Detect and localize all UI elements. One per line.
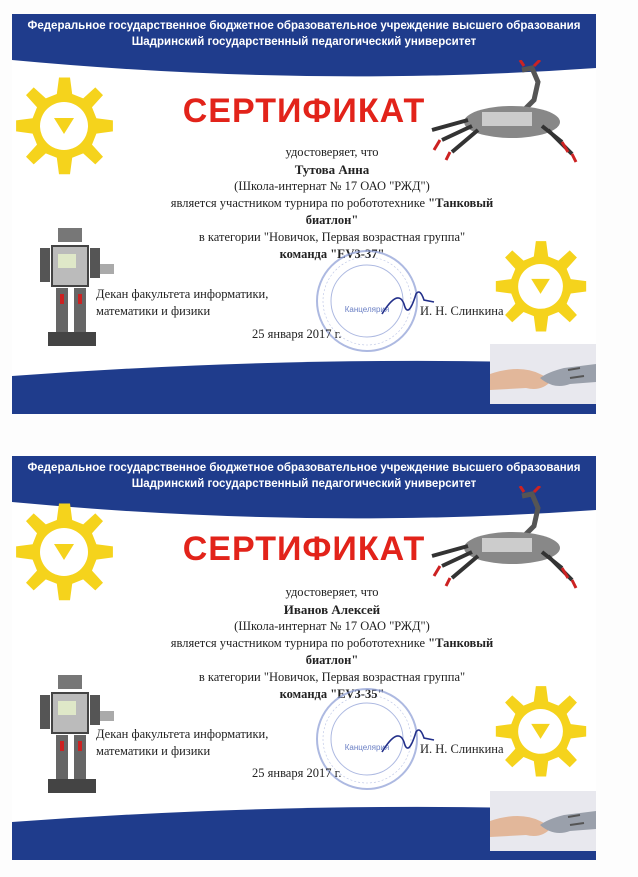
tournament-name: "Танковый биатлон"	[305, 636, 494, 667]
school-text: (Школа-интернат № 17 ОАО "РЖД")	[234, 179, 430, 193]
dean-line-2: математики и физики	[96, 744, 211, 758]
handshake-icon	[490, 791, 596, 851]
certificate-title: СЕРТИФИКАТ	[182, 92, 426, 130]
dean-line-1: Декан факультета информатики,	[96, 727, 269, 741]
header-line-2: Шадринский государственный педагогический университет	[131, 36, 477, 48]
recipient-name: Тутова Анна	[294, 162, 370, 177]
stamp-label: Канцелярия	[344, 305, 390, 314]
certificate-header	[12, 14, 596, 54]
certificate-date: 25 января 2017 г.	[252, 766, 342, 780]
school-text: (Школа-интернат № 17 ОАО "РЖД")	[234, 619, 430, 633]
category-text: в категории "Новичок, Первая возрастная группа"	[198, 230, 466, 244]
certificate-title: СЕРТИФИКАТ	[182, 530, 426, 568]
stamp-label: Канцелярия	[344, 743, 390, 752]
certifies-text: удостоверяет, что	[285, 585, 379, 599]
participation-line	[152, 195, 512, 229]
handshake-icon	[490, 344, 596, 404]
team-name: команда "EV3-37"	[279, 247, 385, 261]
dean-line-2: математики и физики	[96, 304, 211, 318]
signer-name: И. Н. Слинкина	[420, 304, 504, 318]
certifies-text: удостоверяет, что	[285, 145, 379, 159]
certificate-2	[12, 456, 596, 860]
team-name: команда "EV3-35"	[279, 687, 385, 701]
signer-name: И. Н. Слинкина	[420, 742, 504, 756]
participation-line	[152, 635, 512, 669]
header-line-1: Федеральное государственное бюджетное образовательное учреждение высшего образования	[27, 462, 581, 474]
recipient-name: Иванов Алексей	[283, 602, 381, 617]
certificate-1	[12, 14, 596, 414]
gear-icon	[12, 498, 132, 648]
dean-line-1: Декан факультета информатики,	[96, 287, 269, 301]
participation-prefix: является участником турнира по робототехнике	[170, 636, 429, 650]
category-text: в категории "Новичок, Первая возрастная группа"	[198, 670, 466, 684]
participation-prefix: является участником турнира по робототехнике	[170, 196, 429, 210]
header-line-1: Федеральное государственное бюджетное образовательное учреждение высшего образования	[27, 20, 581, 32]
header-line-2: Шадринский государственный педагогический университет	[131, 478, 477, 490]
dean-title	[96, 286, 268, 320]
dean-title	[96, 726, 268, 760]
tournament-name: "Танковый биатлон"	[305, 196, 494, 227]
certificate-date: 25 января 2017 г.	[252, 327, 342, 341]
